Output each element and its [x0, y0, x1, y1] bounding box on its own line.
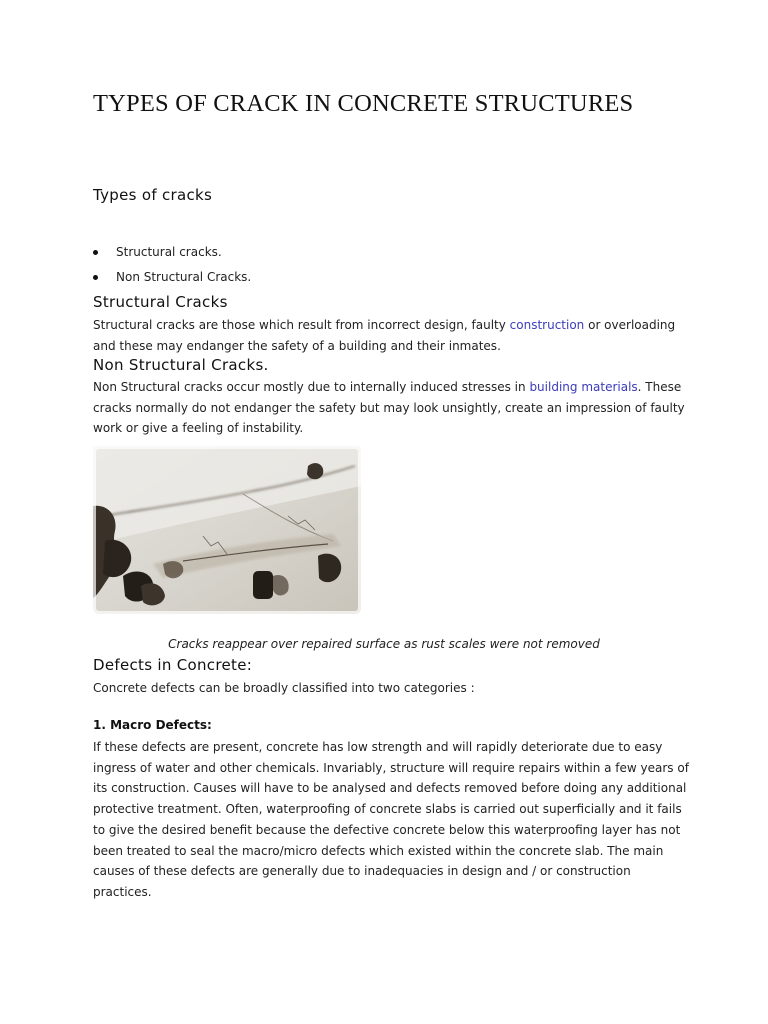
types-heading: Types of cracks — [93, 186, 213, 204]
defects-intro: Concrete defects can be broadly classified into two categories : — [93, 681, 475, 695]
non-structural-cracks-heading: Non Structural Cracks. — [93, 356, 269, 374]
macro-defects-heading: 1. Macro Defects: — [93, 718, 212, 732]
paragraph-text: . These cracks normally do not endanger the safety but may look unsightly, create an impression of faulty work or give a feeling of instability. — [93, 380, 685, 436]
structural-cracks-heading: Structural Cracks — [93, 293, 228, 311]
bullet-icon — [93, 250, 98, 255]
bullet-icon — [93, 275, 98, 280]
construction-link[interactable]: construction — [509, 318, 585, 332]
list-item-text: Non Structural Cracks. — [116, 270, 252, 284]
document-title: TYPES OF CRACK IN CONCRETE STRUCTURES — [93, 90, 634, 117]
defects-heading: Defects in Concrete: — [93, 656, 253, 674]
building-materials-link[interactable]: building materials — [529, 380, 638, 394]
macro-defects-paragraph: If these defects are present, concrete has low strength and will rapidly deteriorate due to easy ingress of water and other chemicals. Invariably, structure will require repairs within a few years of its construction. Causes will have to be analysed and defects removed before doing any additional protective treatment. Often, waterproofing of concrete slabs is carried out superficially and it fails to give the desired benefit because the defective concrete below this waterproofing layer has not been treated to seal the macro/micro defects which existed within the concrete slab. The main causes of these defects are generally due to inadequacies in design and / or construction practices. — [93, 740, 689, 899]
list-item-text: Structural cracks. — [116, 245, 222, 259]
paragraph-text: Structural cracks are those which result from incorrect design, faulty — [93, 318, 510, 332]
paragraph-text: or overloading and these may endanger the safety of a building and their inmates. — [93, 318, 676, 353]
structural-cracks-paragraph — [93, 315, 693, 356]
paragraph-text: Non Structural cracks occur mostly due to internally induced stresses in — [93, 380, 530, 394]
non-structural-cracks-paragraph — [93, 377, 693, 439]
cracked-wall-photo — [93, 446, 361, 614]
figure-caption: Cracks reappear over repaired surface as rust scales were not removed — [168, 637, 600, 651]
